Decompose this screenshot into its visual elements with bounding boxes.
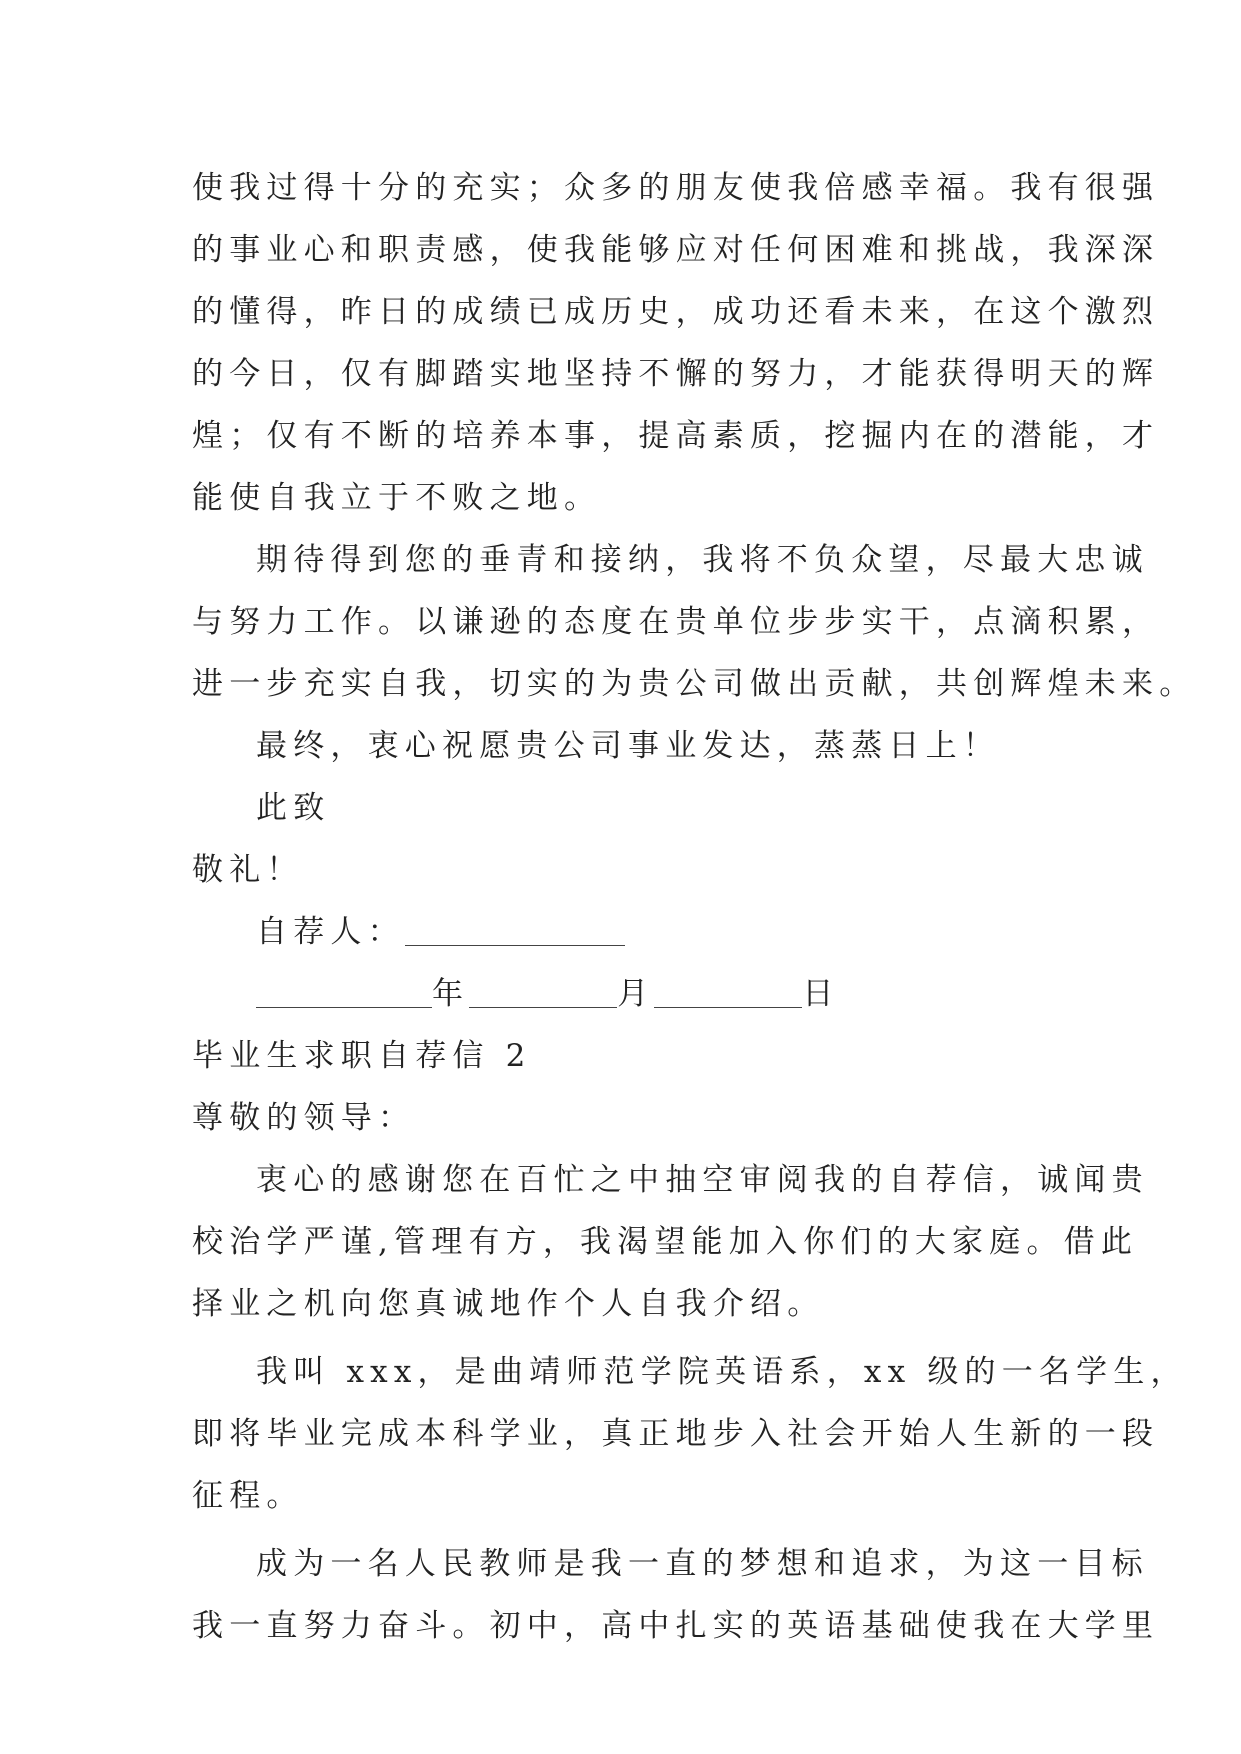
document-page	[192, 162, 1197, 1662]
wish-line: 最终，衷心祝愿贵公司事业发达，蒸蒸日上！	[256, 728, 1000, 764]
paragraph-line: 征程。	[192, 1478, 304, 1514]
paragraph-line: 煌；仅有不断的培养本事，提高素质，挖掘内在的潜能，才	[192, 418, 1160, 454]
paragraph-line: 成为一名人民教师是我一直的梦想和追求，为这一目标	[256, 1546, 1149, 1582]
month-blank	[469, 973, 617, 1008]
year-blank	[256, 973, 432, 1008]
date-day-label: 日	[802, 976, 840, 1012]
paragraph-line: 我叫 xxx，是曲靖师范学院英语系，xx 级的一名学生，	[256, 1354, 1188, 1390]
date-line	[192, 968, 1052, 1030]
day-blank	[654, 973, 802, 1008]
salutation: 尊敬的领导：	[192, 1100, 416, 1136]
signer-line	[192, 906, 1052, 968]
signer-blank	[405, 911, 625, 946]
paragraph-line: 使我过得十分的充实；众多的朋友使我倍感幸福。我有很强	[192, 170, 1160, 206]
paragraph-line: 我一直努力奋斗。初中，高中扎实的英语基础使我在大学里	[192, 1608, 1160, 1644]
date-month-label: 月	[617, 976, 655, 1012]
closing-salute: 敬礼！	[192, 852, 304, 888]
paragraph-line: 即将毕业完成本科学业，真正地步入社会开始人生新的一段	[192, 1416, 1160, 1452]
paragraph-line: 能使自我立于不败之地。	[192, 480, 602, 516]
paragraph-line: 的事业心和职责感，使我能够应对任何困难和挑战，我深深	[192, 232, 1160, 268]
signer-label: 自荐人：	[256, 914, 405, 950]
section-title: 毕业生求职自荐信 2	[192, 1038, 532, 1074]
paragraph-line: 期待得到您的垂青和接纳，我将不负众望，尽最大忠诚	[256, 542, 1149, 578]
paragraph-line: 与努力工作。以谦逊的态度在贵单位步步实干，点滴积累，	[192, 604, 1160, 640]
paragraph-line: 校治学严谨,管理有方，我渴望能加入你们的大家庭。借此	[192, 1224, 1139, 1260]
paragraph-line: 的今日，仅有脚踏实地坚持不懈的努力，才能获得明天的辉	[192, 356, 1160, 392]
paragraph-line: 择业之机向您真诚地作个人自我介绍。	[192, 1286, 825, 1322]
date-year-label: 年	[432, 976, 470, 1012]
closing-line: 此致	[256, 790, 331, 826]
paragraph-line: 衷心的感谢您在百忙之中抽空审阅我的自荐信，诚闻贵	[256, 1162, 1149, 1198]
paragraph-line: 进一步充实自我，切实的为贵公司做出贡献，共创辉煌未来。	[192, 666, 1197, 702]
paragraph-line: 的懂得，昨日的成绩已成历史，成功还看未来，在这个激烈	[192, 294, 1160, 330]
